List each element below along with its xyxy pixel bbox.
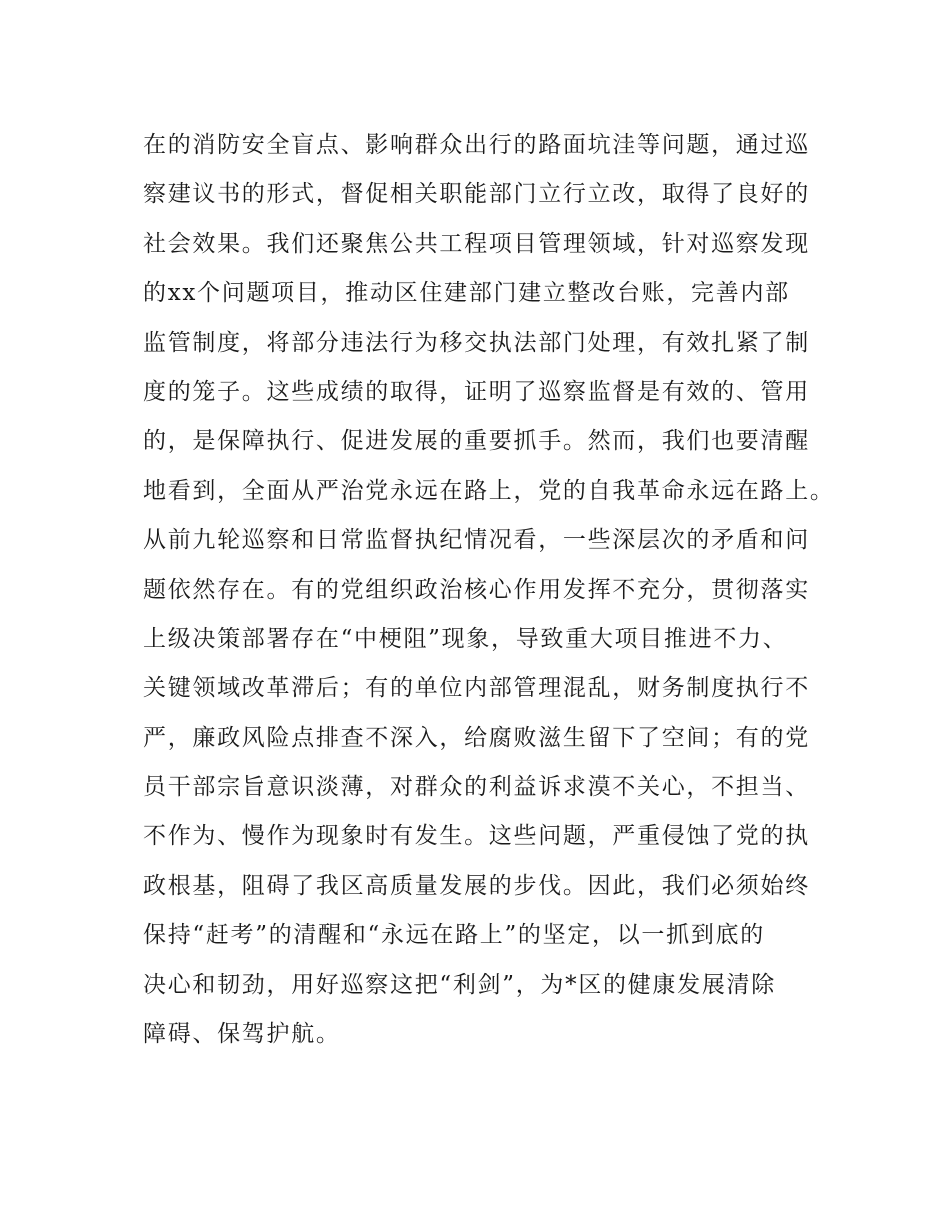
text-line: 不作为、慢作为现象时有发生。这些问题，严重侵蚀了党的执	[143, 823, 810, 850]
text-line: 的xx个问题项目，推动区住建部门建立整改台账，完善内部	[143, 280, 790, 307]
text-line: 从前九轮巡察和日常监督执纪情况看，一些深层次的矛盾和问	[143, 527, 810, 554]
text-line: 地看到，全面从严治党永远在路上，党的自我革命永远在路上。	[143, 477, 835, 504]
text-line: 障碍、保驾护航。	[143, 1021, 341, 1048]
text-line: 保持“赶考”的清醒和“永远在路上”的坚定，以一抓到底的	[143, 922, 765, 949]
text-line: 监管制度，将部分违法行为移交执法部门处理，有效扎紧了制	[143, 329, 810, 356]
text-line: 政根基，阻碍了我区高质量发展的步伐。因此，我们必须始终	[143, 872, 810, 899]
text-line: 题依然存在。有的党组织政治核心作用发挥不充分，贯彻落实	[143, 576, 810, 603]
text-line: 员干部宗旨意识淡薄，对群众的利益诉求漠不关心，不担当、	[143, 774, 810, 801]
text-line: 度的笼子。这些成绩的取得，证明了巡察监督是有效的、管用	[143, 378, 810, 405]
text-line: 在的消防安全盲点、影响群众出行的路面坑洼等问题，通过巡	[143, 132, 810, 158]
text-line: 社会效果。我们还聚焦公共工程项目管理领域，针对巡察发现	[143, 230, 810, 257]
text-line: 上级决策部署存在“中梗阻”现象，导致重大项目推进不力、	[143, 625, 788, 652]
text-line: 察建议书的形式，督促相关职能部门立行立改，取得了良好的	[143, 181, 810, 208]
body-paragraph	[143, 121, 843, 1059]
text-line: 严，廉政风险点排查不深入，给腐败滋生留下了空间；有的党	[143, 724, 810, 751]
text-line: 的，是保障执行、促进发展的重要抓手。然而，我们也要清醒	[143, 428, 810, 455]
text-line: 决心和韧劲，用好巡察这把“利剑”，为*区的健康发展清除	[143, 971, 776, 998]
text-line: 关键领域改革滞后；有的单位内部管理混乱，财务制度执行不	[143, 675, 810, 702]
